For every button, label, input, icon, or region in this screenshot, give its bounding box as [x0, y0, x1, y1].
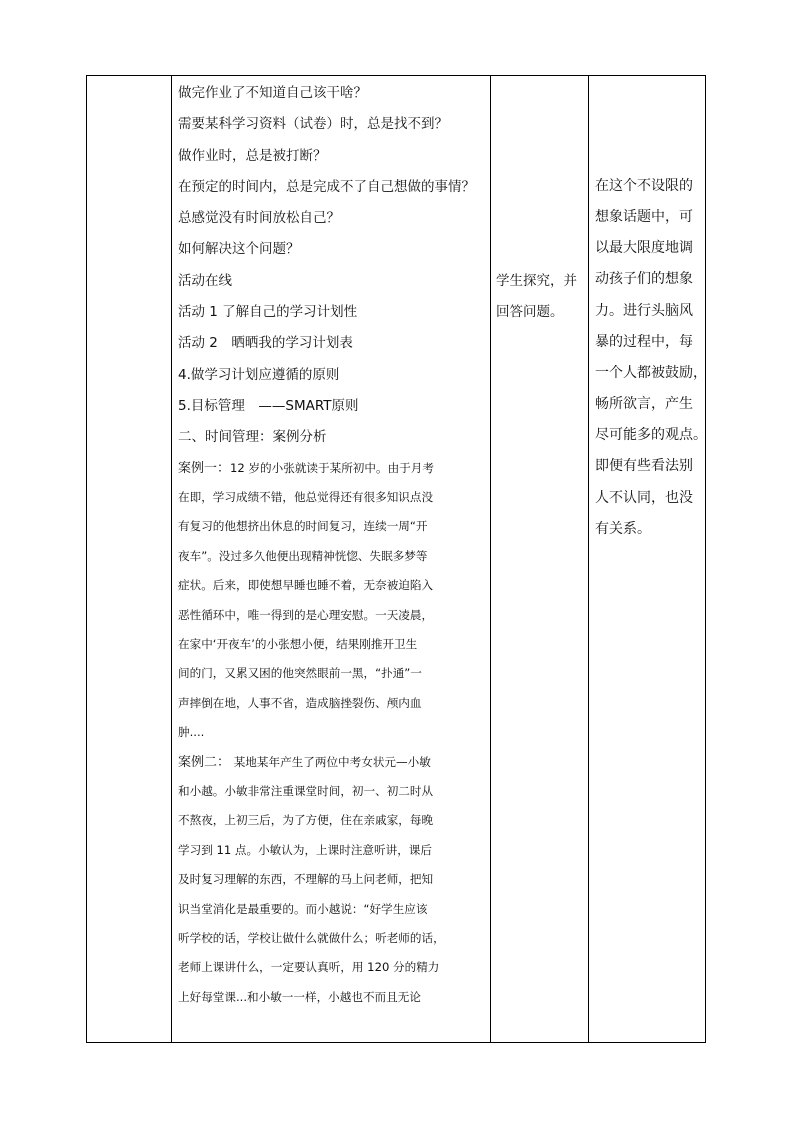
case-one-line: 夜车”。没过多久他便出现精神恍惚、失眠多梦等	[178, 548, 428, 563]
design-intent-line: 力。进行头脑风	[595, 303, 693, 319]
design-intent-line: 畅所欲言，产生	[595, 396, 693, 412]
case-one-line: 恶性循环中，唯一得到的是心理安慰。一天凌晨，	[178, 607, 434, 622]
student-activity-line: 学生探究，并	[496, 273, 577, 289]
case-one-line	[178, 454, 490, 483]
content-line: 需要某科学习资料（试卷）时，总是找不到？	[178, 116, 448, 133]
column-divider	[171, 76, 172, 1042]
design-intent-line: 动孩子们的想象	[595, 271, 693, 287]
case-two-label: 案例二：	[178, 754, 231, 770]
student-activity-line: 回答问题。	[496, 304, 564, 320]
case-two-line	[178, 748, 490, 777]
case-two-line: 听学校的话，学校让做什么就做什么；听老师的话，	[178, 931, 445, 946]
content-line: 活动 1 了解自己的学习计划性	[178, 304, 358, 321]
case-two-line: 及时复习理解的东西，不理解的马上问老师，把知	[178, 872, 434, 887]
design-intent-line: 一个人都被鼓励，	[595, 365, 707, 381]
case-one-line: 间的门，又累又困的他突然眼前一黑，“扑通”一	[178, 666, 422, 681]
content-line: 5.目标管理 ——SMART原则	[178, 397, 359, 414]
design-intent-line: 尽可能多的观点。	[595, 427, 707, 443]
case-two-line: 学习到 11 点。小敏认为，上课时注意听讲，课后	[178, 842, 432, 857]
case-two-line: 上好每堂课...和小敏一一样，小越也不而且无论	[178, 989, 421, 1004]
teaching-content-cell	[173, 76, 490, 1042]
design-intent-line: 以最大限度地调	[595, 240, 693, 256]
design-intent-line: 在这个不设限的	[595, 178, 693, 194]
design-intent-cell	[589, 76, 707, 1042]
content-line: 做作业时，总是被打断？	[178, 147, 327, 164]
content-line: 活动在线	[178, 272, 232, 289]
content-line: 如何解决这个问题？	[178, 241, 300, 258]
design-intent-line: 想象话题中，可	[595, 209, 693, 225]
case-one-line: 肿....	[178, 725, 205, 740]
content-line: 4.做学习计划应遵循的原则	[178, 366, 340, 383]
content-line: 总感觉没有时间放松自己？	[178, 210, 340, 227]
design-intent-line: 有关系。	[595, 521, 651, 537]
design-intent-line: 暴的过程中，每	[595, 334, 693, 350]
student-activity-cell	[491, 76, 588, 1042]
case-two-line: 不熬夜，上初三后，为了方便，住在亲戚家，每晚	[178, 813, 434, 828]
design-intent-line: 人不认同，也没	[595, 490, 693, 506]
case-one-line: 有复习的他想挤出休息的时间复习，连续一周“开	[178, 519, 428, 534]
case-one-line: 症状。后来，即使想早睡也睡不着，无奈被迫陷入	[178, 578, 434, 593]
case-two-line: 和小越。小敏非常注重课堂时间，初一、初二时从	[178, 784, 434, 799]
case-one-text: 12 岁的小张就读于某所初中。由于月考	[230, 460, 434, 475]
empty-first-column	[87, 76, 171, 1042]
case-one-line: 在家中‘开夜车’的小张想小便，结果刚推开卫生	[178, 637, 418, 651]
design-intent-line: 即便有些看法别	[595, 458, 693, 474]
content-line: 做完作业了不知道自己该干啥？	[178, 85, 367, 101]
case-two-text: 某地某年产生了两位中考女状元—小敏	[230, 754, 431, 769]
case-two-line: 老师上课讲什么，一定要认真听，用 120 分的精力	[178, 960, 440, 975]
case-one-line: 声摔倒在地，人事不省，造成脑挫裂伤、颅内血	[178, 695, 422, 710]
case-one-label: 案例一：	[178, 460, 231, 476]
case-one-line: 在即，学习成绩不错，他总觉得还有很多知识点没	[178, 489, 434, 504]
case-two-line: 识当堂消化是最重要的。而小越说：“好学生应该	[178, 901, 428, 916]
content-line: 在预定的时间内，总是完成不了自己想做的事情？	[178, 178, 475, 195]
content-line: 二、时间管理：案例分析	[178, 429, 327, 446]
lesson-table	[86, 75, 706, 1043]
content-line: 活动 2 晒晒我的学习计划表	[178, 335, 353, 352]
